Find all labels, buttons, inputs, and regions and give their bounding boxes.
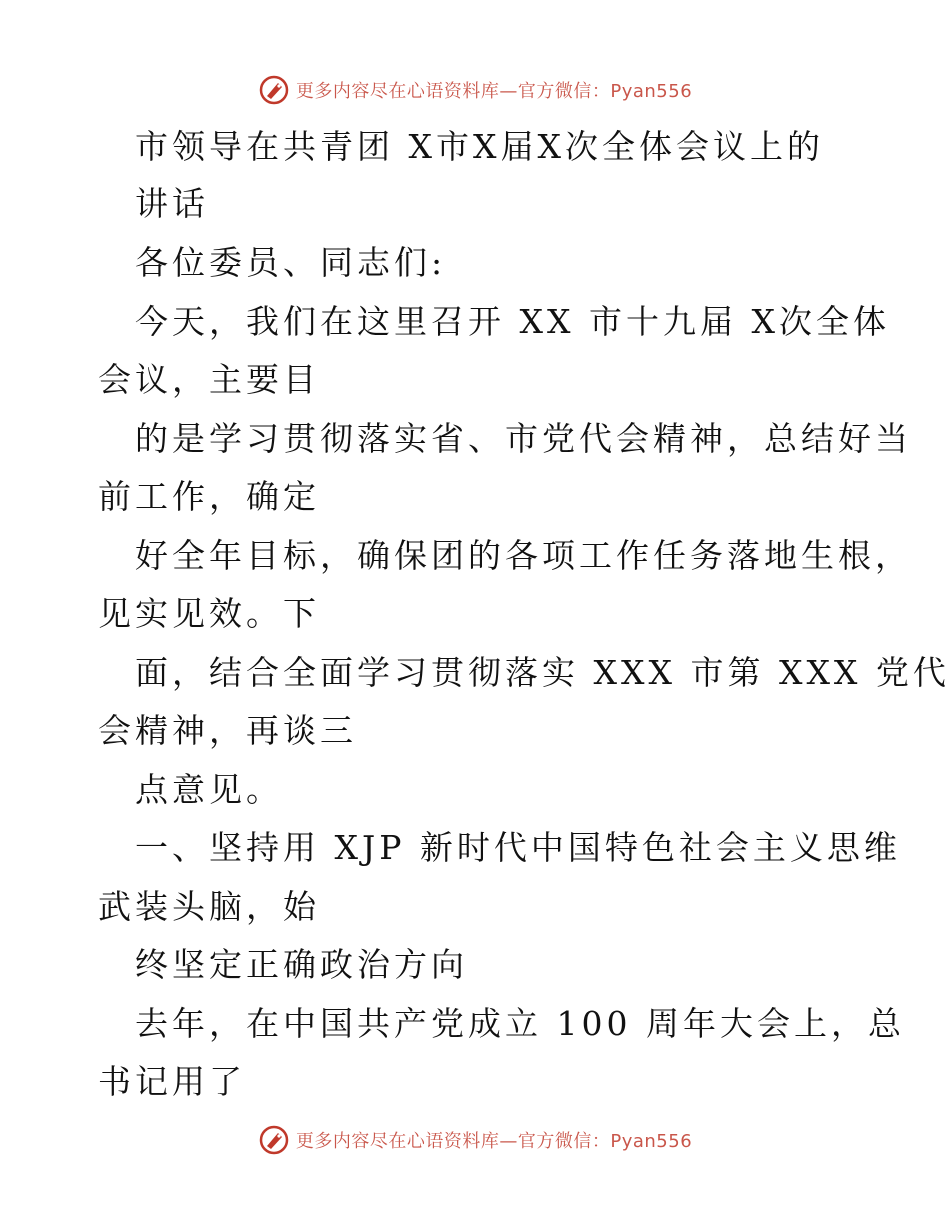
paragraph-line: 今天，我们在这里召开 XX 市十九届 X次全体 [135, 302, 890, 341]
title-line-2: 讲话 [135, 184, 209, 223]
watermark-text: 更多内容尽在心语资料库—官方微信：Pyan556 [295, 1131, 693, 1152]
section-heading-line: 武装头脑，始 [98, 887, 320, 926]
paragraph-line: 前工作，确定 [98, 477, 320, 516]
watermark-header [0, 70, 950, 110]
paragraph-line: 会精神，再谈三 [98, 711, 357, 750]
salutation: 各位委员、同志们: [135, 243, 447, 282]
watermark-text: 更多内容尽在心语资料库—官方微信：Pyan556 [295, 81, 693, 102]
paragraph-line: 会议，主要目 [98, 360, 320, 399]
watermark-footer [0, 1120, 950, 1160]
paragraph-line: 面，结合全面学习贯彻落实 XXX 市第 XXX 党代 [135, 653, 950, 692]
paragraph-line: 见实见效。下 [98, 594, 320, 633]
pen-nib-logo-icon [258, 1124, 290, 1156]
section-heading-line: 一、坚持用 XJP 新时代中国特色社会主义思维 [135, 828, 901, 867]
paragraph-line: 去年，在中国共产党成立 100 周年大会上，总 [135, 1004, 905, 1043]
section-heading-line: 终坚定正确政治方向 [135, 945, 468, 984]
pen-nib-logo-icon [258, 74, 290, 106]
title-line-1: 市领导在共青团 X市X届X次全体会议上的 [135, 127, 824, 166]
paragraph-line: 书记用了 [98, 1062, 246, 1101]
paragraph-line: 好全年目标，确保团的各项工作任务落地生根， [135, 536, 912, 575]
paragraph-line: 点意见。 [135, 770, 283, 809]
paragraph-line: 的是学习贯彻落实省、市党代会精神，总结好当 [135, 419, 912, 458]
